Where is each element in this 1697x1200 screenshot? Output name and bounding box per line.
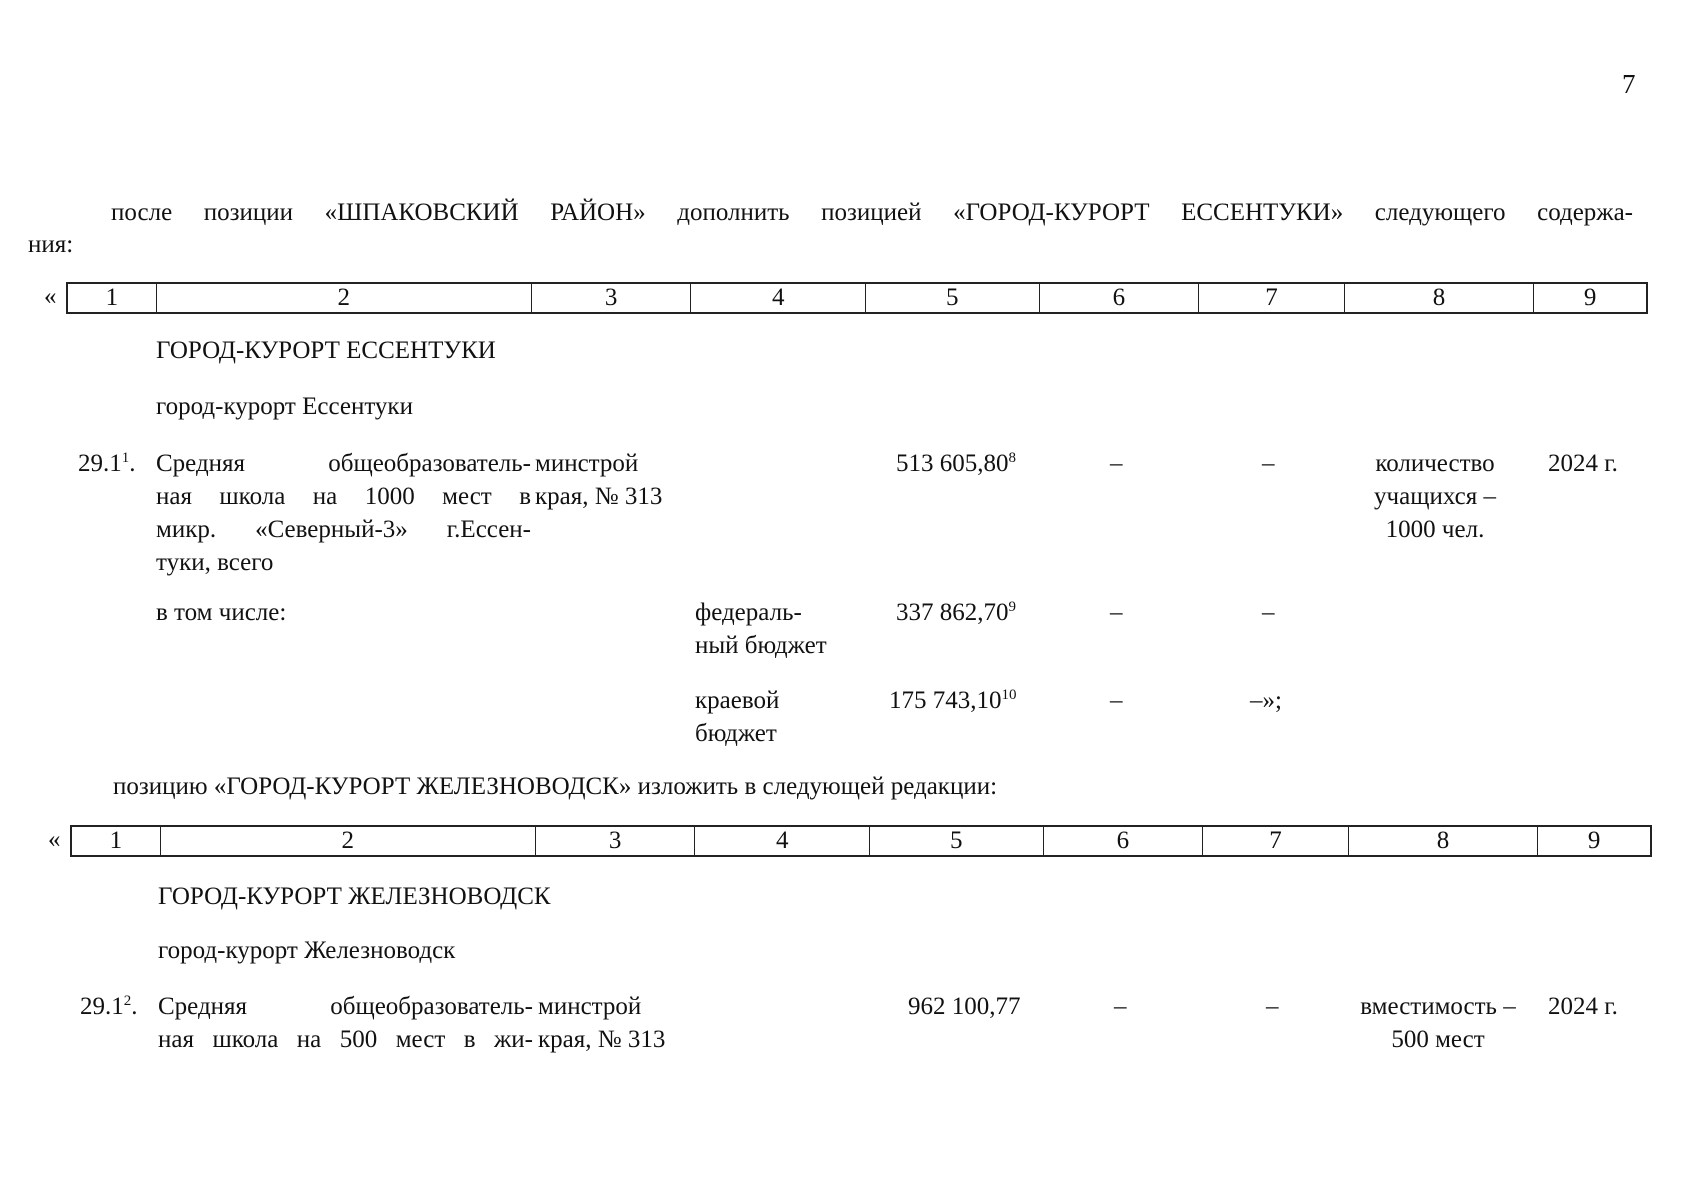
subrow-regional-amount: 175 743,10$^{10}$: [889, 687, 1017, 714]
row2-amount: 962 100,77: [908, 993, 1021, 1020]
header-col-1: 1: [105, 284, 119, 311]
subrow-federal-col6: –: [1110, 599, 1123, 626]
subrow-regional-source: краевой бюджет: [695, 687, 780, 747]
header-col-7: 7: [1198, 284, 1344, 312]
header-col-6: 6: [1039, 284, 1199, 312]
header-col-3: 3: [531, 284, 691, 312]
row2-customer: минстрой края, № 313: [538, 993, 666, 1053]
subrow-regional-col6: –: [1110, 687, 1123, 714]
including-label: в том числе:: [156, 599, 287, 626]
row-col6: –: [1110, 450, 1123, 477]
table-header-1: [66, 282, 1648, 314]
header2-col-6: 6: [1043, 827, 1203, 855]
row-number: 29.1$^1$.: [78, 450, 136, 477]
header2-col-7: 7: [1202, 827, 1348, 855]
subrow-federal-source: федераль- ный бюджет: [695, 599, 827, 659]
row-amount: 513 605,80$^8$: [896, 450, 1016, 477]
row-object-name: Средняя общеобразователь- ная школа на 1000 мест в микр. «Северный-3» г.Ессен- туки, всего: [156, 450, 531, 576]
row2-col6: –: [1114, 993, 1127, 1020]
subrow-federal-col7: –: [1262, 599, 1275, 626]
header2-col-8: 8: [1348, 827, 1538, 855]
second-instruction: позицию «ГОРОД-КУРОРТ ЖЕЛЕЗНОВОДСК» изложить в следующей редакции:: [113, 773, 998, 800]
header-col-8: 8: [1344, 284, 1534, 312]
section-title-essentuki: ГОРОД-КУРОРТ ЕССЕНТУКИ: [156, 337, 496, 364]
table-open-quote: «: [44, 283, 57, 310]
subrow-regional-col7: –»;: [1250, 687, 1282, 714]
header2-col-9: 9: [1537, 827, 1650, 855]
intro-paragraph-line1: после позиции «ШПАКОВСКИЙ РАЙОН» дополнить позицией «ГОРОД-КУРОРТ ЕССЕНТУКИ» следующего содержа-: [111, 199, 1633, 226]
row-year: 2024 г.: [1548, 450, 1618, 477]
header-col-2: 2: [156, 284, 531, 312]
table-header-2: [70, 825, 1652, 857]
header2-col-1: 1: [109, 827, 123, 854]
row2-object-name: Средняя общеобразователь- ная школа на 500 мест в жи-: [158, 993, 533, 1053]
row2-number: 29.1$^2$.: [80, 993, 138, 1020]
page-number: 7: [1622, 69, 1636, 99]
intro-paragraph-line2: ния:: [28, 231, 74, 258]
header2-col-5: 5: [869, 827, 1043, 855]
header-col-5: 5: [865, 284, 1039, 312]
section-subtitle-essentuki: город-курорт Ессентуки: [156, 393, 413, 420]
section-subtitle-zheleznovodsk: город-курорт Железноводск: [158, 937, 456, 964]
row-customer: минстрой края, № 313: [535, 450, 663, 510]
row2-col7: –: [1266, 993, 1279, 1020]
row2-year: 2024 г.: [1548, 993, 1618, 1020]
header2-col-2: 2: [160, 827, 535, 855]
header-col-4: 4: [690, 284, 865, 312]
header2-col-3: 3: [535, 827, 695, 855]
row-capacity: количество учащихся – 1000 чел.: [1374, 450, 1496, 543]
header2-col-4: 4: [694, 827, 869, 855]
row-col7: –: [1262, 450, 1275, 477]
row2-capacity: вместимость – 500 мест: [1360, 993, 1516, 1053]
subrow-federal-amount: 337 862,70$^9$: [896, 599, 1016, 626]
table-open-quote-2: «: [48, 826, 61, 853]
header-col-9: 9: [1533, 284, 1646, 312]
section-title-zheleznovodsk: ГОРОД-КУРОРТ ЖЕЛЕЗНОВОДСК: [158, 883, 551, 910]
